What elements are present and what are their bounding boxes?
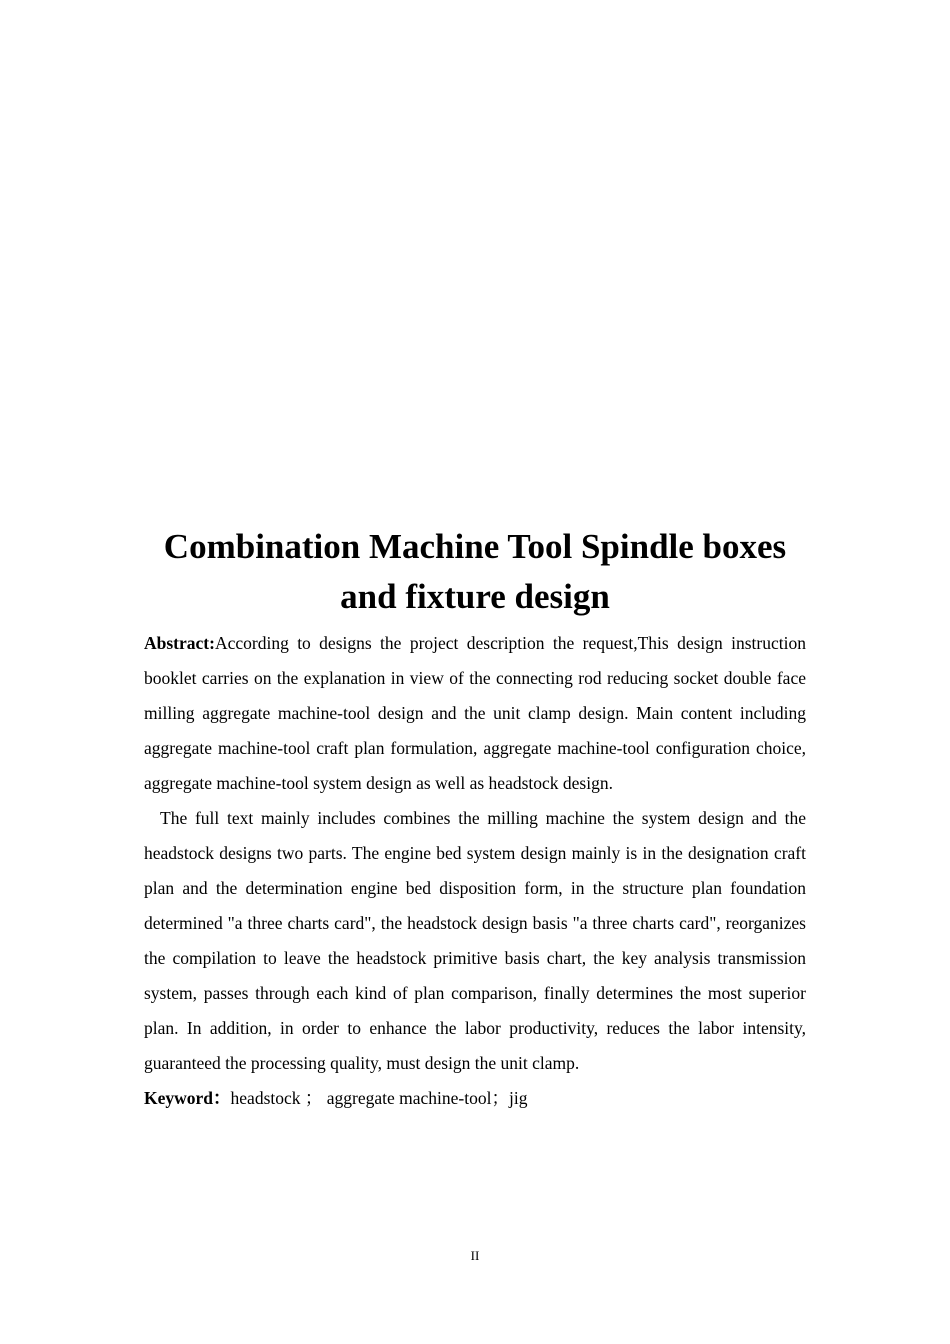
title-line-1: Combination Machine Tool Spindle boxes: [163, 527, 787, 566]
abstract-text-2: The full text mainly includes combines the milling machine the system design and the headstock designs two parts. The engine bed system design mainly is in the designation craft plan and the determination engine bed disposition form, in the structure plan foundation determined "a three charts card", the headstock design basis "a three charts card", reorganizes the compilation to leave the headstock primitive basis chart, the key analysis transmission system, passes through each kind of plan comparison, finally determines the most superior plan. In addition, in order to enhance the labor productivity, reduces the labor intensity, guaranteed the processing quality, must design the unit clamp.: [144, 808, 806, 1073]
abstract-label: Abstract:: [144, 633, 215, 653]
page-title: [120, 522, 830, 622]
abstract-text-1: According to designs the project description the request,This design instruction booklet carries on the explanation in view of the connecting rod reducing socket double face milling aggregate machine-tool design and the unit clamp design. Main content including aggregate machine-tool craft plan formulation, aggregate machine-tool configuration choice, aggregate machine-tool system design as well as headstock design.: [144, 633, 806, 793]
abstract-paragraph-1: [144, 626, 806, 801]
page-number: II: [470, 1248, 480, 1263]
abstract-paragraph-2: [144, 801, 806, 1081]
title-line-2: and fixture design: [340, 577, 610, 616]
keyword-list: headstock ； aggregate machine-tool；jig: [230, 1088, 528, 1108]
keyword-label: Keyword：: [144, 1088, 231, 1108]
abstract-section: [144, 626, 806, 1116]
keyword-line: [144, 1081, 806, 1116]
